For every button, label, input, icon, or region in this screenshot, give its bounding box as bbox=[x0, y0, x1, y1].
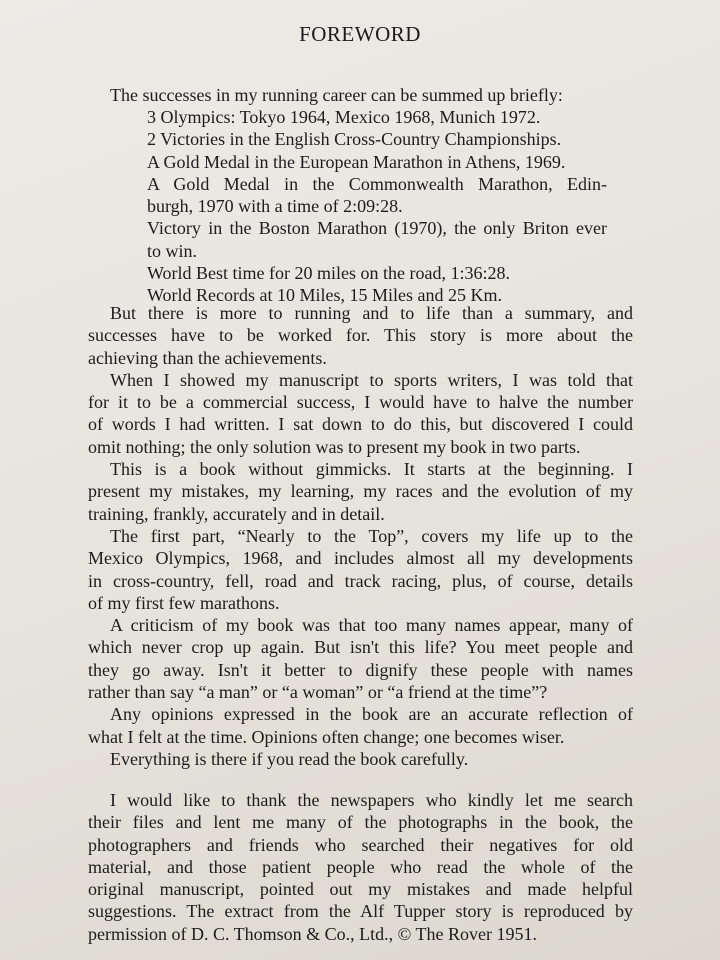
text-line: for it to be a commercial success, I would have to halve the number bbox=[88, 392, 633, 413]
text-line: successes have to be worked for. This story is more about the bbox=[88, 325, 633, 346]
intro-line: The successes in my running career can be summed up briefly: bbox=[110, 85, 563, 105]
achievement-line: burgh, 1970 with a time of 2:09:28. bbox=[147, 196, 403, 217]
acknowledgement-line: permission of D. C. Thomson & Co., Ltd., © The Rover 1951. bbox=[88, 923, 537, 944]
text-line: which never crop up again. But isn't this life? You meet people and bbox=[88, 637, 633, 658]
text-line: rather than say “a man” or “a woman” or “a friend at the time”? bbox=[88, 682, 548, 703]
text-line: they go away. Isn't it better to dignify these people with names bbox=[88, 659, 633, 680]
text-line: This is a book without gimmicks. It starts at the beginning. I bbox=[110, 459, 633, 480]
text-line: what I felt at the time. Opinions often change; one becomes wiser. bbox=[88, 726, 565, 747]
achievement-line: to win. bbox=[147, 240, 198, 261]
foreword-body bbox=[88, 302, 633, 770]
text-line: When I showed my manuscript to sports writers, I was told that bbox=[110, 369, 633, 390]
achievement-line: A Gold Medal in the European Marathon in Athens, 1969. bbox=[147, 151, 566, 172]
text-line: in cross-country, fell, road and track racing, plus, of course, details bbox=[88, 570, 633, 591]
acknowledgements bbox=[88, 789, 633, 945]
intro-sentence bbox=[110, 84, 630, 106]
text-line: achieving than the achievements. bbox=[88, 347, 327, 368]
achievement-line: 2 Victories in the English Cross-Country Championships. bbox=[147, 129, 562, 150]
achievement-line: Victory in the Boston Marathon (1970), the only Briton ever bbox=[147, 218, 607, 239]
acknowledgement-line: suggestions. The extract from the Alf Tupper story is reproduced by bbox=[88, 901, 633, 922]
text-line: Mexico Olympics, 1968, and includes almost all my developments bbox=[88, 548, 633, 569]
text-line: of words I had written. I sat down to do this, but discovered I could bbox=[88, 414, 633, 435]
text-line: omit nothing; the only solution was to present my book in two parts. bbox=[88, 436, 581, 457]
acknowledgement-line: photographers and friends who searched their negatives for old bbox=[88, 834, 633, 855]
text-line: A criticism of my book was that too many names appear, many of bbox=[110, 615, 633, 636]
text-line: training, frankly, accurately and in detail. bbox=[88, 503, 385, 524]
text-line: The first part, “Nearly to the Top”, covers my life up to the bbox=[110, 525, 633, 546]
text-line: present my mistakes, my learning, my races and the evolution of my bbox=[88, 481, 633, 502]
text-line: of my first few marathons. bbox=[88, 592, 280, 613]
achievement-line: 3 Olympics: Tokyo 1964, Mexico 1968, Munich 1972. bbox=[147, 107, 541, 127]
achievement-line: A Gold Medal in the Commonwealth Marathon, Edin- bbox=[147, 173, 607, 194]
text-line: But there is more to running and to life than a summary, and bbox=[110, 303, 633, 323]
page-title: FOREWORD bbox=[299, 22, 421, 46]
achievement-line: World Best time for 20 miles on the road, 1:36:28. bbox=[147, 263, 510, 284]
achievement-line: World Records at 10 Miles, 15 Miles and 25 Km. bbox=[147, 285, 503, 306]
text-line: Everything is there if you read the book carefully. bbox=[110, 748, 469, 769]
achievements-list bbox=[147, 106, 607, 307]
acknowledgement-line: original manuscript, pointed out my mistakes and made helpful bbox=[88, 879, 633, 900]
acknowledgement-line: I would like to thank the newspapers who kindly let me search bbox=[110, 790, 633, 810]
text-line: Any opinions expressed in the book are an accurate reflection of bbox=[110, 704, 633, 725]
acknowledgement-line: their files and lent me many of the photographs in the book, the bbox=[88, 812, 633, 833]
acknowledgement-line: material, and those patient people who read the whole of the bbox=[88, 856, 633, 877]
